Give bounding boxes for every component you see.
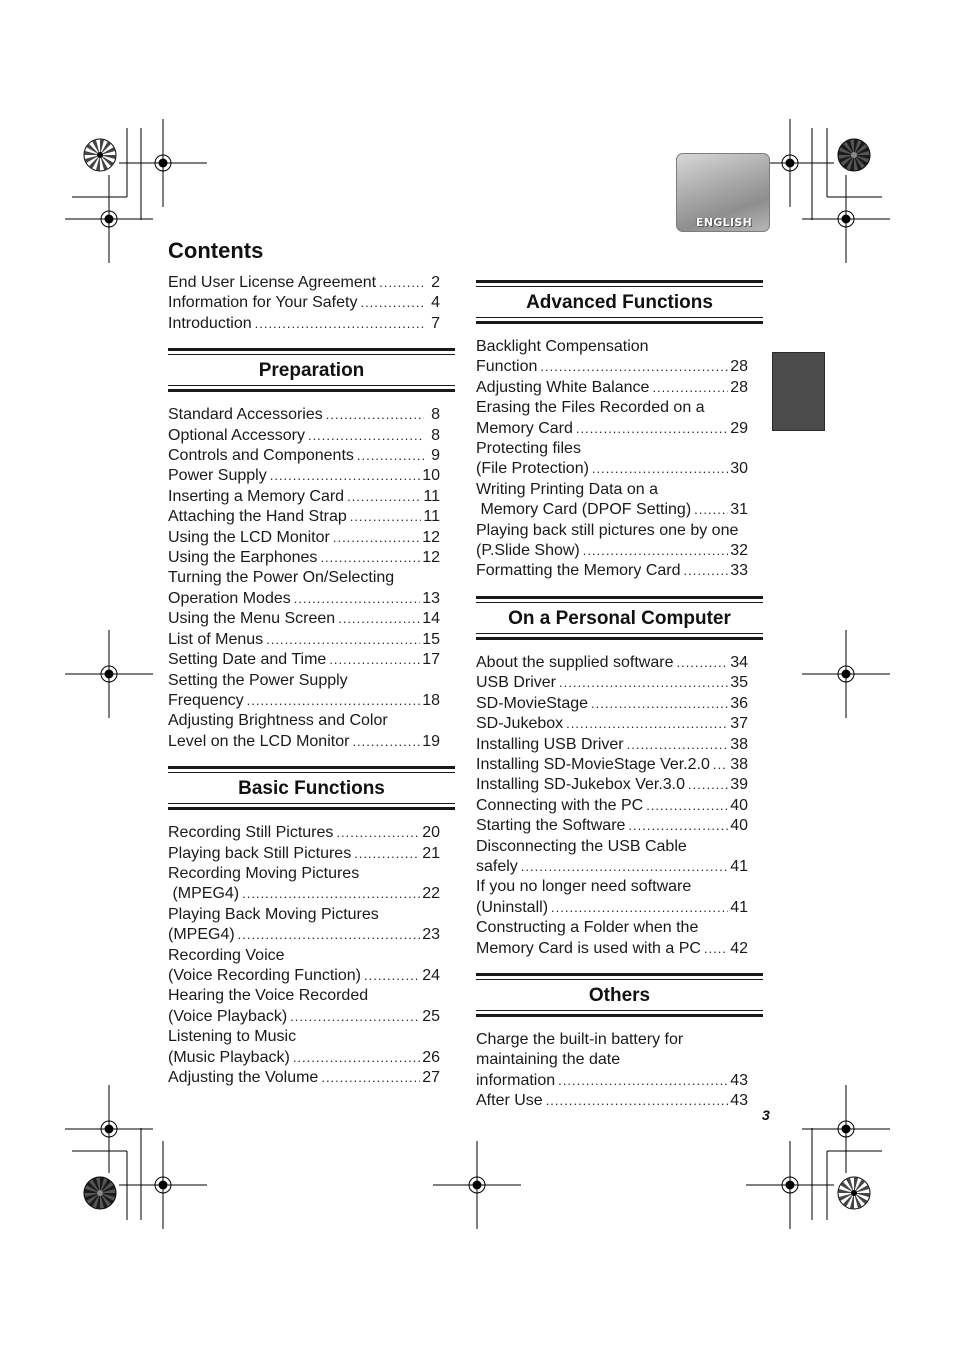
- dot-leader: [290, 1007, 420, 1027]
- toc-page-number: 32: [730, 542, 748, 560]
- dot-leader: [321, 1068, 420, 1088]
- toc-entry-title: (Music Playback): [168, 1048, 290, 1066]
- toc-entry-title: safely: [476, 857, 518, 875]
- toc-entry[interactable]: [476, 694, 748, 714]
- toc-page-number: 37: [730, 715, 748, 733]
- dot-leader: [336, 823, 420, 843]
- section-title: Basic Functions: [238, 778, 385, 800]
- toc-page-number: 42: [730, 939, 748, 957]
- toc-page-number: 40: [730, 817, 748, 835]
- toc-page-number: 24: [422, 966, 440, 984]
- toc-entry-title: Function: [476, 358, 538, 376]
- dot-leader: [350, 507, 422, 527]
- toc-entry-title: Setting the Power Supply: [168, 671, 348, 689]
- toc-entry[interactable]: [168, 1027, 440, 1068]
- dot-leader: [592, 459, 728, 479]
- toc-entry-title: Connecting with the PC: [476, 796, 644, 814]
- section-title: On a Personal Computer: [508, 607, 731, 629]
- toc-entry-title: Charge the built-in battery for: [476, 1030, 684, 1048]
- toc-entry-title: Playing back still pictures one by one: [476, 521, 739, 539]
- toc-entry-title: Introduction: [168, 314, 252, 332]
- section-header-advanced-functions: [476, 280, 763, 324]
- dot-leader: [540, 357, 728, 377]
- toc-page-number: 11: [423, 508, 440, 526]
- toc-entry[interactable]: [476, 837, 748, 878]
- dot-leader: [354, 844, 420, 864]
- toc-entry[interactable]: [476, 1091, 748, 1111]
- dot-leader: [364, 966, 420, 986]
- toc-entry-title: Attaching the Hand Strap: [168, 508, 347, 526]
- dot-leader: [329, 650, 420, 670]
- dot-leader: [293, 1048, 420, 1068]
- toc-page-number: 10: [422, 467, 440, 485]
- toc-page-number: 14: [422, 610, 440, 628]
- toc-entry-title: Frequency: [168, 691, 244, 709]
- toc-entry[interactable]: [168, 293, 440, 313]
- toc-entry[interactable]: [476, 439, 748, 480]
- dot-leader: [270, 466, 420, 486]
- toc-entry[interactable]: [476, 337, 748, 378]
- toc-entry[interactable]: [476, 398, 748, 439]
- toc-page-number: 30: [730, 460, 748, 478]
- dot-leader: [242, 884, 420, 904]
- toc-entry-title: Listening to Music: [168, 1028, 297, 1046]
- toc-entry-title: Memory Card (DPOF Setting): [476, 501, 692, 519]
- toc-entry[interactable]: [168, 314, 440, 334]
- toc-page-number: 33: [730, 562, 748, 580]
- toc-page-number: 8: [431, 406, 440, 424]
- sunburst-mark: [84, 139, 116, 171]
- toc-entry-title: Optional Accessory: [168, 426, 305, 444]
- toc-page-number: 35: [730, 674, 748, 692]
- toc-entry-title: Adjusting White Balance: [476, 378, 650, 396]
- toc-entry-title: End User License Agreement: [168, 274, 377, 291]
- toc-entry-title: Adjusting Brightness and Color: [168, 712, 388, 730]
- toc-entry-title: Hearing the Voice Recorded: [168, 987, 369, 1005]
- toc-page-number: 25: [422, 1007, 440, 1025]
- toc-entry-title: maintaining the date: [476, 1051, 621, 1069]
- toc-entry-title: Erasing the Files Recorded on a: [476, 399, 705, 417]
- toc-entry-title: Using the Menu Screen: [168, 610, 336, 628]
- dot-leader: [688, 775, 728, 795]
- toc-entry-title: Memory Card: [476, 419, 573, 437]
- dot-leader: [308, 426, 424, 446]
- section-rule: [476, 973, 763, 980]
- toc-entry-title: (Voice Playback): [168, 1007, 288, 1025]
- toc-entry-title: Recording Moving Pictures: [168, 864, 360, 882]
- toc-page-number: 18: [422, 691, 440, 709]
- dot-leader: [583, 541, 728, 561]
- toc-entry-title: Recording Voice: [168, 946, 285, 964]
- dot-leader: [320, 548, 420, 568]
- toc-entry-title: (File Protection): [476, 460, 589, 478]
- toc-entry-title: If you no longer need software: [476, 878, 692, 896]
- toc-entry-title: SD-Jukebox: [476, 715, 564, 733]
- toc-entry-title: (MPEG4): [168, 885, 240, 903]
- toc-entry-title: (Voice Recording Function): [168, 966, 361, 984]
- toc-entry[interactable]: [168, 273, 440, 293]
- toc-entry[interactable]: [168, 671, 440, 712]
- toc-page-number: 21: [422, 844, 440, 862]
- dot-leader: [379, 273, 424, 293]
- toc-entry[interactable]: [476, 480, 748, 521]
- toc-entry[interactable]: [168, 986, 440, 1027]
- toc-entry-title: Recording Still Pictures: [168, 824, 334, 842]
- section-rule: [476, 1010, 763, 1017]
- dot-leader: [558, 1071, 728, 1091]
- toc-entry[interactable]: [476, 755, 748, 775]
- toc-entry[interactable]: [168, 568, 440, 609]
- toc-entry[interactable]: [168, 466, 440, 486]
- dot-leader: [360, 293, 424, 313]
- toc-entry[interactable]: [476, 877, 748, 918]
- toc-entry[interactable]: [476, 521, 748, 562]
- dot-leader: [338, 609, 420, 629]
- toc-entry[interactable]: [476, 673, 748, 693]
- dot-leader: [294, 589, 420, 609]
- toc-entry[interactable]: [168, 426, 440, 446]
- toc-entry-title: Writing Printing Data on a: [476, 480, 659, 498]
- toc-page-number: 39: [730, 776, 748, 794]
- language-tab: [676, 153, 770, 232]
- section-rule: [168, 766, 455, 773]
- toc-page-number: 43: [730, 1071, 748, 1089]
- toc-page-number: 12: [422, 528, 440, 546]
- toc-entry-title: Information for Your Safety: [168, 294, 358, 312]
- section-rule: [168, 385, 455, 392]
- dot-leader: [652, 378, 728, 398]
- toc-entry-title: List of Menus: [168, 630, 264, 648]
- toc-entry[interactable]: [168, 905, 440, 946]
- toc-entry[interactable]: [476, 775, 748, 795]
- toc-entry-title: USB Driver: [476, 674, 557, 692]
- toc-entry-title: Level on the LCD Monitor: [168, 732, 350, 750]
- dot-leader: [704, 939, 728, 959]
- toc-page-number: 8: [431, 426, 440, 444]
- toc-entry[interactable]: [476, 735, 748, 755]
- toc-entry[interactable]: [168, 609, 440, 629]
- toc-page-number: 28: [730, 358, 748, 376]
- toc-page-number: 38: [730, 735, 748, 753]
- dot-leader: [352, 732, 420, 752]
- toc-entry[interactable]: [476, 653, 748, 673]
- page-title: Contents: [168, 238, 264, 263]
- toc-entry-title: Turning the Power On/Selecting: [168, 569, 395, 587]
- toc-page-number: 19: [422, 732, 440, 750]
- dot-leader: [628, 816, 728, 836]
- section-header-basic-functions: [168, 766, 455, 810]
- section-header-others: [476, 973, 763, 1017]
- dot-leader: [713, 755, 728, 775]
- toc-entry-title: information: [476, 1071, 556, 1089]
- toc-entry[interactable]: [168, 1068, 440, 1088]
- toc-entry-title: Starting the Software: [476, 817, 626, 835]
- dot-leader: [551, 898, 728, 918]
- language-label: ENGLISH: [695, 216, 752, 229]
- toc-entry[interactable]: [476, 918, 748, 959]
- toc-page-number: 40: [730, 796, 748, 814]
- section-rule: [168, 803, 455, 810]
- toc-entry[interactable]: [168, 864, 440, 905]
- dot-leader: [684, 561, 729, 581]
- dot-leader: [357, 446, 424, 466]
- section-title: Others: [588, 984, 651, 1006]
- dot-leader: [333, 528, 420, 548]
- toc-entry[interactable]: [168, 630, 440, 650]
- section-title: Preparation: [258, 360, 365, 382]
- section-header-preparation: [168, 348, 455, 392]
- dot-leader: [559, 673, 728, 693]
- toc-entry-title: Memory Card is used with a PC: [476, 939, 701, 957]
- toc-entry-title: Inserting a Memory Card: [168, 487, 345, 505]
- toc-page-number: 4: [431, 294, 440, 312]
- toc-page-number: 34: [730, 653, 748, 671]
- toc-entry-title: After Use: [476, 1092, 543, 1110]
- toc-page-number: 36: [730, 694, 748, 712]
- toc-entry[interactable]: [168, 548, 440, 568]
- dot-leader: [676, 653, 728, 673]
- toc-page-number: 41: [730, 857, 748, 875]
- section-rule: [476, 280, 763, 287]
- toc-entry-title: Power Supply: [168, 467, 267, 485]
- toc-entry[interactable]: [168, 650, 440, 670]
- toc-page-number: 27: [422, 1069, 440, 1086]
- toc-entry-title: About the supplied software: [476, 653, 674, 671]
- toc-entry-title: (MPEG4): [168, 926, 235, 944]
- toc-page-number: 29: [730, 419, 748, 437]
- toc-entry[interactable]: [168, 711, 440, 752]
- toc-entry-title: (P.Slide Show): [476, 542, 580, 560]
- toc-page-number: 38: [730, 755, 748, 773]
- section-title: Advanced Functions: [526, 292, 713, 313]
- toc-page-number: 28: [730, 378, 748, 396]
- dot-leader: [591, 694, 728, 714]
- dot-leader: [521, 857, 728, 877]
- toc-entry-title: Standard Accessories: [168, 406, 323, 424]
- toc-entry-title: Constructing a Folder when the: [476, 919, 699, 937]
- section-rule: [476, 596, 763, 603]
- toc-entry-title: Disconnecting the USB Cable: [476, 837, 687, 855]
- sunburst-mark: [838, 139, 870, 171]
- toc-entry-title: Protecting files: [476, 440, 581, 458]
- toc-entry[interactable]: [168, 946, 440, 987]
- toc-entry-title: (Uninstall): [476, 898, 549, 916]
- toc-entry-title: Using the LCD Monitor: [168, 528, 330, 546]
- toc-entry-title: Installing USB Driver: [476, 735, 624, 753]
- toc-page-number: 20: [422, 824, 440, 842]
- toc-entry-title: Adjusting the Volume: [168, 1069, 319, 1086]
- dot-leader: [347, 487, 421, 507]
- sunburst-mark: [84, 1177, 116, 1209]
- toc-entry-title: SD-MovieStage: [476, 694, 589, 712]
- section-header-on-a-personal-computer: [476, 596, 763, 640]
- section-rule: [476, 317, 763, 324]
- dot-leader: [255, 314, 424, 334]
- toc-page-number: 26: [422, 1048, 440, 1066]
- dot-leader: [566, 714, 728, 734]
- toc-entry[interactable]: [168, 844, 440, 864]
- section-rule: [476, 633, 763, 640]
- toc-entry[interactable]: [168, 528, 440, 548]
- toc-page-number: 22: [422, 885, 440, 903]
- toc-entry[interactable]: [168, 405, 440, 425]
- toc-entry-title: Playing Back Moving Pictures: [168, 905, 379, 923]
- sunburst-mark: [838, 1177, 870, 1209]
- toc-page-number: 13: [422, 589, 440, 607]
- toc-page-number: 23: [422, 926, 440, 944]
- dot-leader: [247, 691, 421, 711]
- toc-entry[interactable]: [168, 446, 440, 466]
- toc-entry[interactable]: [476, 714, 748, 734]
- toc-page-number: 31: [730, 501, 748, 519]
- dot-leader: [646, 796, 728, 816]
- toc-page-number: 2: [431, 274, 440, 291]
- dot-leader: [694, 500, 728, 520]
- toc-entry[interactable]: [476, 378, 748, 398]
- section-rule: [168, 348, 455, 355]
- dot-leader: [238, 925, 421, 945]
- dot-leader: [627, 735, 729, 755]
- toc-page-number: 11: [423, 487, 440, 505]
- toc-entry-title: Backlight Compensation: [476, 338, 649, 355]
- toc-entry-title: Setting Date and Time: [168, 651, 327, 669]
- toc-entry-title: Using the Earphones: [168, 549, 318, 567]
- toc-entry-title: Installing SD-MovieStage Ver.2.0: [476, 755, 710, 773]
- toc-entry[interactable]: [168, 507, 440, 527]
- toc-page-number: 43: [730, 1092, 748, 1110]
- dot-leader: [266, 630, 420, 650]
- toc-entry[interactable]: [476, 561, 748, 581]
- toc-entry[interactable]: [476, 1030, 748, 1091]
- toc-entry[interactable]: [168, 823, 440, 843]
- dot-leader: [546, 1091, 729, 1111]
- left-toc-column: [168, 273, 455, 1088]
- right-toc-column: [476, 273, 763, 1112]
- toc-entry-title: Installing SD-Jukebox Ver.3.0: [476, 776, 686, 794]
- toc-entry-title: Operation Modes: [168, 589, 291, 607]
- toc-page-number: 9: [431, 447, 440, 465]
- toc-entry[interactable]: [476, 816, 748, 836]
- toc-entry[interactable]: [476, 796, 748, 816]
- section-thumb-tab: [772, 352, 825, 431]
- toc-entry-title: Formatting the Memory Card: [476, 562, 681, 580]
- dot-leader: [326, 405, 424, 425]
- page-number: 3: [762, 1107, 770, 1123]
- toc-page-number: 12: [422, 549, 440, 567]
- toc-entry[interactable]: [168, 487, 440, 507]
- toc-entry-title: Controls and Components: [168, 447, 354, 465]
- toc-page-number: 41: [730, 898, 748, 916]
- toc-entry-title: Playing back Still Pictures: [168, 844, 352, 862]
- toc-page-number: 7: [431, 314, 440, 332]
- toc-page-number: 15: [422, 630, 440, 648]
- toc-page-number: 17: [422, 651, 440, 669]
- dot-leader: [576, 419, 728, 439]
